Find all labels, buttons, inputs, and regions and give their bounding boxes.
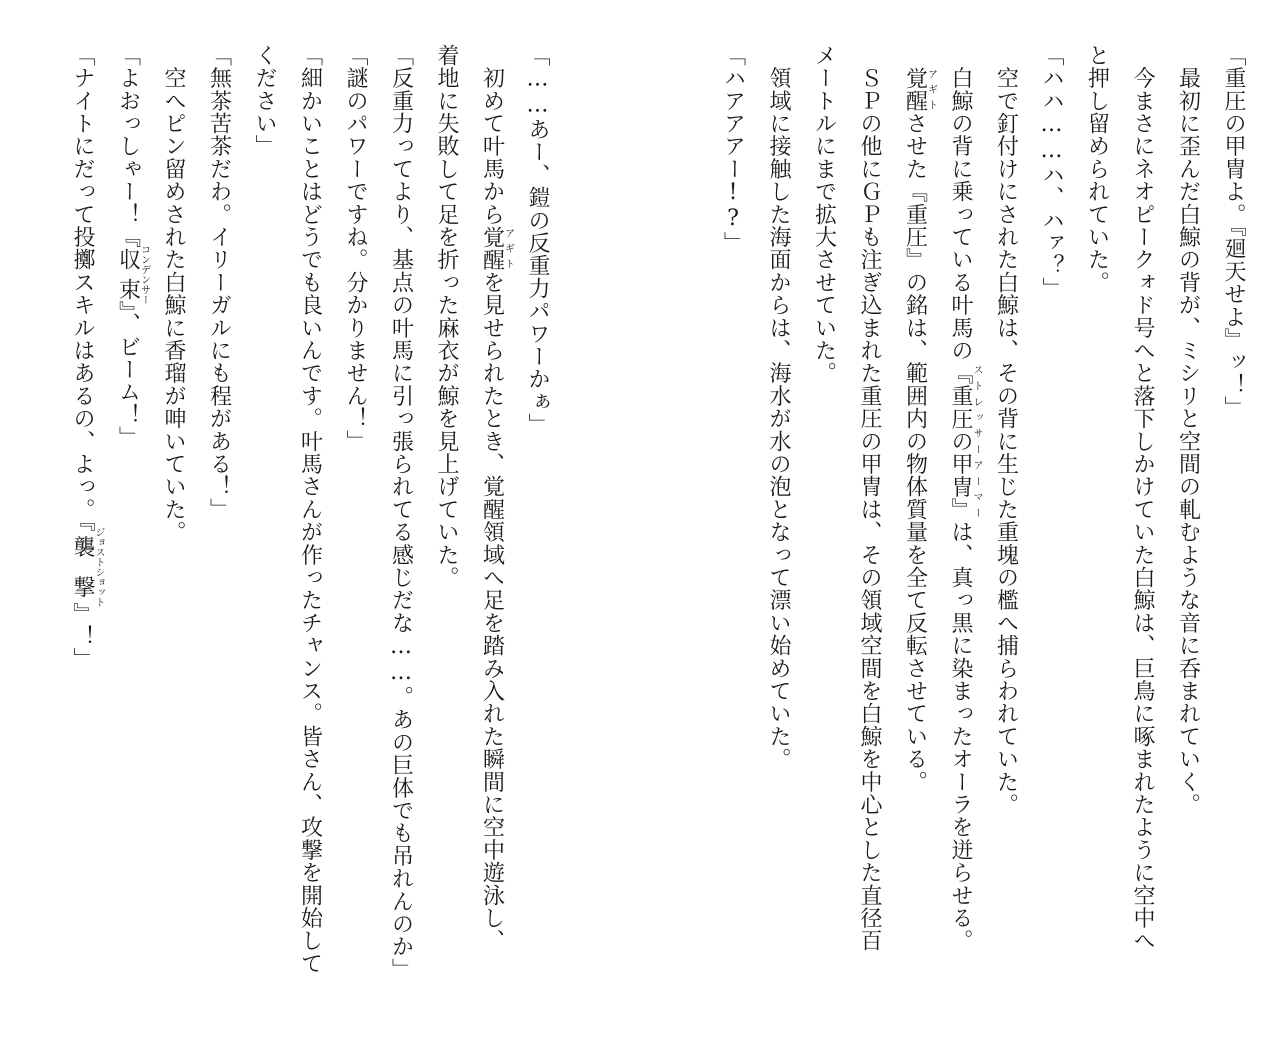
- ruby-reading: アギト: [502, 225, 514, 272]
- text-line: 「反重力ってより、基点の叶馬に引っ張られてる感じだな……。あの巨体でも吊れんのか」: [388, 44, 414, 981]
- ruby-reading: ストレッサーアーマー: [971, 361, 982, 521]
- ruby-annotation: [479, 225, 514, 272]
- ruby-reading: コンデンサー: [138, 244, 150, 305]
- ruby-base: 『重圧の甲冑』: [948, 361, 973, 521]
- text-segment: を見せられたとき、覚醒領域へ足を踏み入れた瞬間に空中遊泳し、: [479, 271, 505, 953]
- text-line: [892, 44, 938, 1044]
- text-line: 今まさにネオピークォド号へと落下しかけていた白鯨は、巨鳥に啄まれたように空中へ: [1130, 44, 1155, 953]
- ruby-base: 覚醒: [902, 66, 928, 113]
- text-segment: 「ナイトにだって投擲スキルはあるの、よっ。『: [70, 44, 95, 533]
- text-line: 最初に歪んだ白鯨の背が、ミシリと空間の軋むような音に呑まれていく。: [1175, 44, 1201, 816]
- text-segment: 「よおっしゃー！『: [115, 44, 141, 249]
- text-segment: 初めて叶馬から: [479, 44, 505, 226]
- text-segment: 』！」: [70, 602, 95, 671]
- text-line: 「細かいことはどうでも良いんです。叶馬さんが作ったチャンス。皆さん、攻撃を開始して: [297, 44, 323, 975]
- ruby-base: 襲撃: [70, 527, 95, 608]
- text-line: 「ハアアアー!?」: [720, 44, 746, 255]
- text-line: 「……あー、鎧の反重力パワーかぁ」: [525, 44, 550, 436]
- text-segment: [903, 44, 928, 67]
- text-line: 「重圧の甲冑よ。『廻天せよ』ッ！」: [1221, 44, 1246, 419]
- text-line: 「謎のパワーですね。分かりません！」: [343, 44, 368, 453]
- text-line: [105, 44, 151, 1044]
- text-line: [469, 44, 515, 1044]
- text-block-right: [710, 44, 1256, 1044]
- text-line: と押し留められていた。: [1084, 44, 1110, 294]
- ruby-annotation: [115, 244, 150, 305]
- text-line: 領域に接触した海面からは、海水が水の泡となって漂い始めていた。: [766, 44, 791, 771]
- ruby-reading: アギト: [925, 66, 937, 113]
- text-line: 「無茶苦茶だわ。イリーガルにも程がある！」: [206, 44, 232, 521]
- text-line: 空で釘付けにされた白鯨は、その背に生じた重塊の檻へ捕らわれていた。: [993, 44, 1019, 816]
- text-segment: させた『重圧』の銘は、範囲内の物体質量を全て反転させている。: [902, 112, 928, 794]
- ruby-reading: ジョストショット: [93, 527, 104, 608]
- text-line: ください」: [252, 44, 277, 158]
- text-line: 空へピン留めされた白鯨に香瑠が呻いていた。: [161, 44, 186, 544]
- ruby-annotation: [902, 66, 937, 113]
- ruby-base: 覚醒: [479, 225, 505, 272]
- text-line: メートルにまで拡大させていた。: [811, 44, 837, 385]
- text-block-left: [60, 44, 561, 1044]
- text-line: [60, 44, 106, 1044]
- text-line: 着地に失敗して足を折った麻衣が鯨を見上げていた。: [434, 44, 459, 589]
- text-segment: 白鯨の背に乗っている叶馬の: [948, 44, 973, 362]
- text-segment: 』、ビーム！」: [115, 301, 141, 449]
- ruby-base: 収束: [115, 244, 141, 305]
- text-segment: は、真っ黒に染まったオーラを迸らせる。: [948, 520, 973, 953]
- text-line: [938, 44, 984, 1044]
- ruby-annotation: [948, 361, 982, 521]
- text-line: 「ハハ……ハ、ハァ？」: [1039, 44, 1064, 300]
- ruby-annotation: [70, 527, 104, 608]
- text-line: ＳＰの他にＧＰも注ぎ込まれた重圧の甲冑は、その領域空間を白鯨を中心とした直径百: [857, 44, 882, 952]
